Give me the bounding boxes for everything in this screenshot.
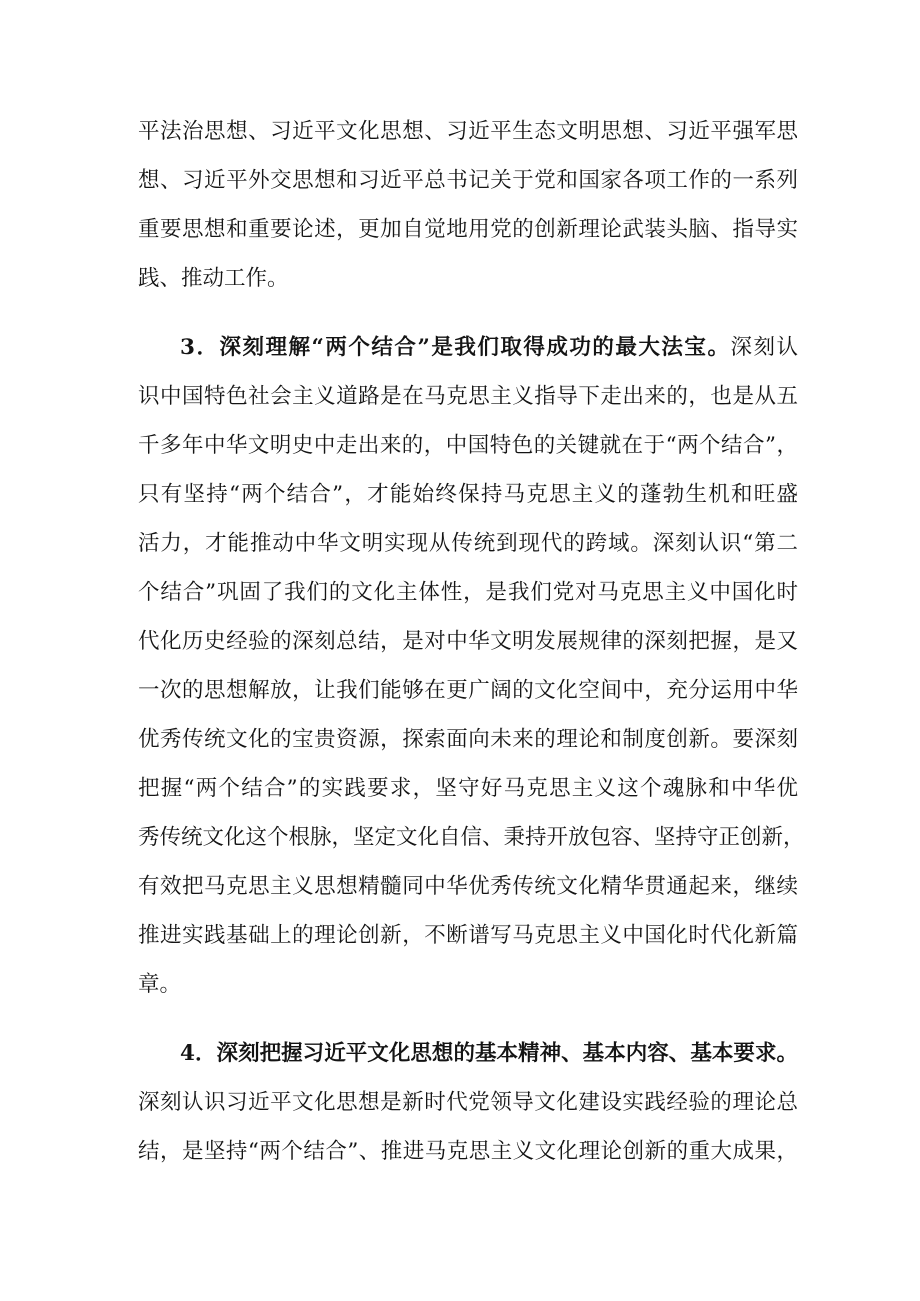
paragraph-2-first-line-rest: 深刻认 xyxy=(730,335,798,360)
paragraph-1-line-4: 践、推动工作。 xyxy=(138,266,289,291)
paragraph-1-line-1: 平法治思想、习近平文化思想、习近平生态文明思想、习近平强军思 xyxy=(138,119,798,144)
paragraph-2-first-line xyxy=(180,326,798,370)
paragraph-2-line-8: 一次的思想解放，让我们能够在更广阔的文化空间中，充分运用中华 xyxy=(138,678,798,703)
paragraph-2-line-4: 只有坚持“两个结合”，才能始终保持马克思主义的蓬勃生机和旺盛 xyxy=(138,482,798,507)
paragraph-2-line-11: 秀传统文化这个根脉，坚定文化自信、秉持开放包容、坚持守正创新， xyxy=(138,825,805,850)
paragraph-2-line-7: 代化历史经验的深刻总结，是对中华文明发展规律的深刻把握，是又 xyxy=(138,629,798,654)
paragraph-2-line-14: 章。 xyxy=(138,972,182,997)
paragraph-2-line-12: 有效把马克思主义思想精髓同中华优秀传统文化精华贯通起来，继续 xyxy=(138,874,798,899)
paragraph-2-line-2: 识中国特色社会主义道路是在马克思主义指导下走出来的，也是从五 xyxy=(138,384,798,409)
section-4-heading: 4．深刻把握习近平文化思想的基本精神、基本内容、基本要求。 xyxy=(180,1041,798,1066)
paragraph-3-line-3: 结，是坚持“两个结合”、推进马克思主义文化理论创新的重大成果， xyxy=(138,1139,798,1164)
paragraph-3-first-line xyxy=(180,1032,798,1076)
paragraph-1-line-2: 想、习近平外交思想和习近平总书记关于党和国家各项工作的一系列 xyxy=(138,168,798,193)
paragraph-3-line-2: 深刻认识习近平文化思想是新时代党领导文化建设实践经验的理论总 xyxy=(138,1090,798,1115)
paragraph-2-line-3: 千多年中华文明史中走出来的，中国特色的关键就在于“两个结合”， xyxy=(138,433,798,458)
paragraph-1-line-3: 重要思想和重要论述，更加自觉地用党的创新理论武装头脑、指导实 xyxy=(138,217,798,242)
paragraph-2-line-9: 优秀传统文化的宝贵资源，探索面向未来的理论和制度创新。要深刻 xyxy=(138,727,798,752)
paragraph-2-line-5: 活力，才能推动中华文明实现从传统到现代的跨域。深刻认识“第二 xyxy=(138,531,798,556)
paragraph-2-line-6: 个结合”巩固了我们的文化主体性，是我们党对马克思主义中国化时 xyxy=(138,580,798,605)
section-3-heading: 3．深刻理解“两个结合”是我们取得成功的最大法宝。 xyxy=(180,335,731,360)
paragraph-2-line-13: 推进实践基础上的理论创新，不断谱写马克思主义中国化时代化新篇 xyxy=(138,923,798,948)
paragraph-2-line-10: 把握“两个结合”的实践要求，坚守好马克思主义这个魂脉和中华优 xyxy=(138,776,798,801)
